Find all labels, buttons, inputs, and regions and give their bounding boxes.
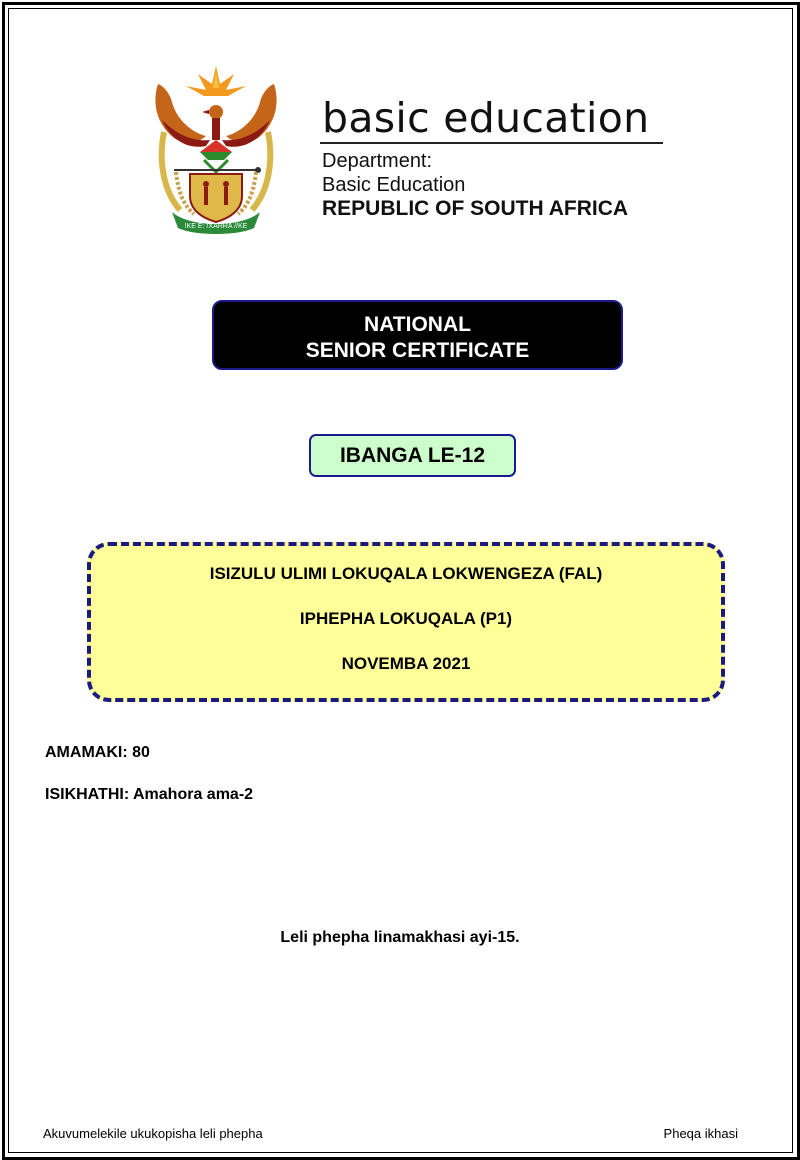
paper-title: IPHEPHA LOKUQALA (P1) <box>299 609 513 628</box>
exam-date: NOVEMBA 2021 <box>341 654 471 673</box>
grade-badge: IBANGA LE-12 <box>309 434 516 477</box>
country-name: REPUBLIC OF SOUTH AFRICA <box>322 197 629 220</box>
coat-of-arms-icon <box>150 62 282 234</box>
certificate-line-2: SENIOR CERTIFICATE <box>305 339 530 362</box>
brand-divider <box>320 142 663 144</box>
subject-panel <box>87 542 725 702</box>
certificate-line-1: NATIONAL <box>364 313 471 336</box>
page-count-note: Leli phepha linamakhasi ayi-15. <box>280 929 520 946</box>
department-label: Department: <box>322 150 433 172</box>
crest-motto: !KE E: /XARRA //KE <box>184 223 248 230</box>
footer-copyright: Akuvumelekile ukukopisha leli phepha <box>43 1126 263 1141</box>
department-branding <box>320 94 665 221</box>
certificate-banner <box>212 300 623 370</box>
time-info: ISIKHATHI: Amahora ama-2 <box>45 786 254 803</box>
marks-info: AMAMAKI: 80 <box>45 744 150 761</box>
footer-turn-page: Pheqa ikhasi <box>663 1126 738 1141</box>
subject-title: ISIZULU ULIMI LOKUQALA LOKWENGEZA (FAL) <box>209 564 603 583</box>
brand-title: basic education <box>322 94 650 142</box>
department-name: Basic Education <box>322 174 466 196</box>
